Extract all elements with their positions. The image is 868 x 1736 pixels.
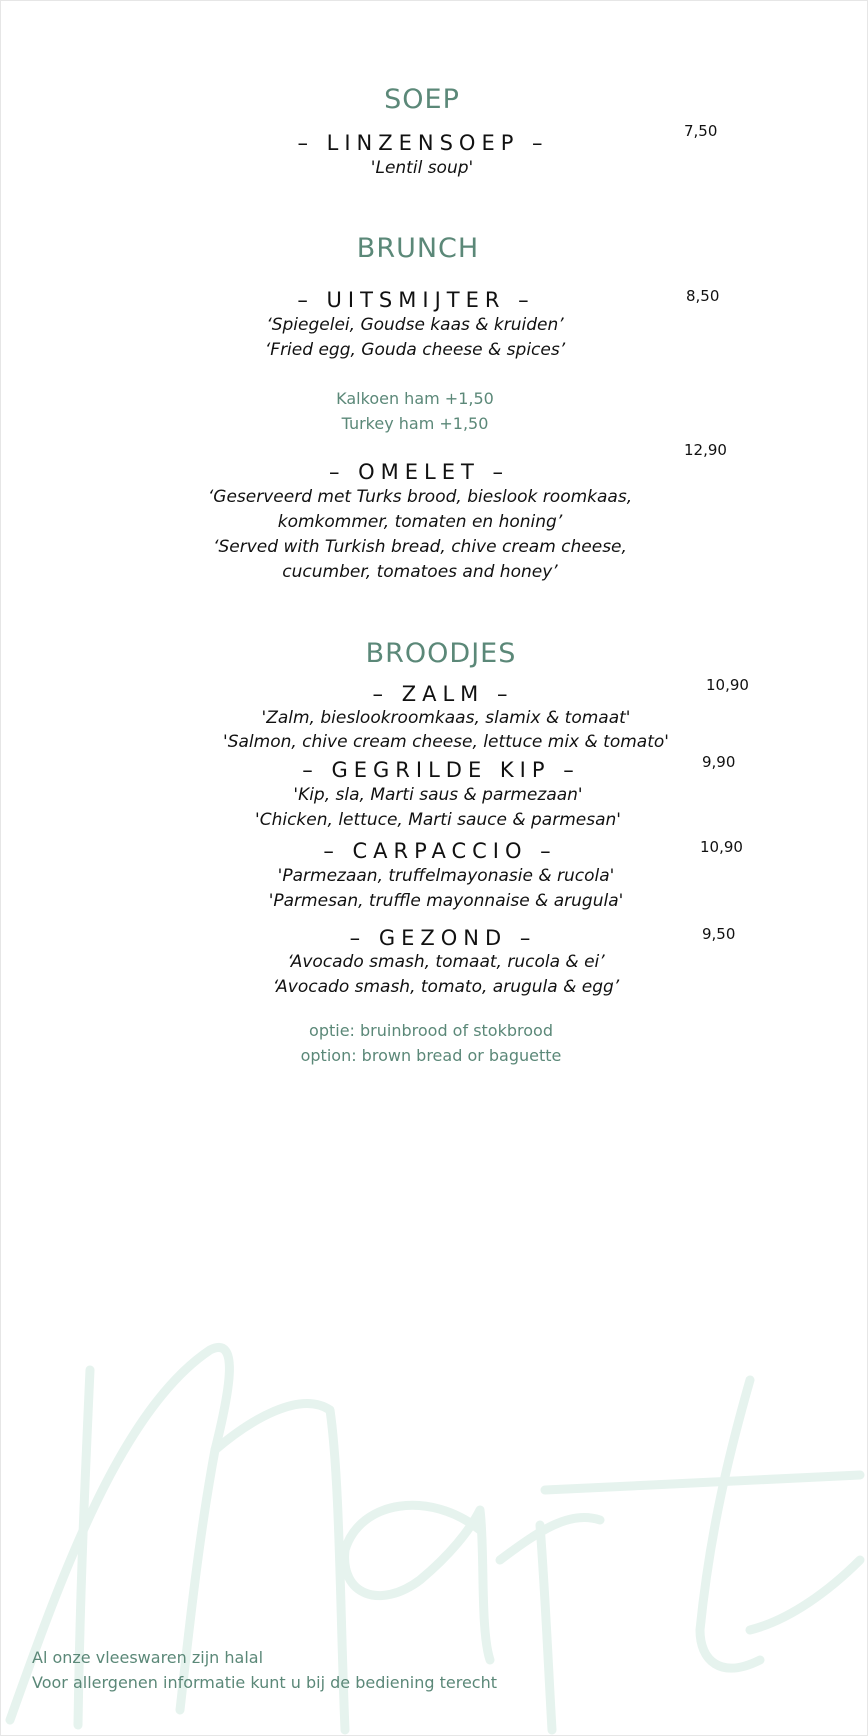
- item-price-omelet: 12,90: [684, 441, 727, 459]
- item-desc-gezond-en: ‘Avocado smash, tomato, arugula & egg’: [272, 977, 620, 997]
- item-name-gegrilde-kip: – GEGRILDE KIP –: [302, 758, 580, 782]
- item-price-carpaccio: 10,90: [700, 838, 743, 856]
- item-desc-omelet-nl-2: komkommer, tomaten en honing’: [277, 512, 563, 532]
- item-desc-omelet-en-2: cucumber, tomatoes and honey’: [282, 562, 558, 582]
- item-desc-uitsmijter-nl: ‘Spiegelei, Goudse kaas & kruiden’: [266, 315, 564, 335]
- item-price-linzensoep: 7,50: [684, 122, 718, 140]
- item-name-carpaccio: – CARPACCIO –: [323, 839, 557, 863]
- note-turkey-ham: Turkey ham +1,50: [341, 414, 489, 433]
- item-desc-zalm-nl: 'Zalm, bieslookroomkaas, slamix & tomaat': [261, 708, 631, 728]
- item-price-zalm: 10,90: [706, 676, 749, 694]
- item-desc-gegrilde-kip-nl: 'Kip, sla, Marti saus & parmezaan': [293, 785, 583, 805]
- note-kalkoen-ham: Kalkoen ham +1,50: [336, 389, 494, 408]
- item-price-uitsmijter: 8,50: [686, 287, 720, 305]
- section-title-brunch: BRUNCH: [356, 233, 480, 264]
- section-title-soep: SOEP: [384, 84, 460, 115]
- item-desc-uitsmijter-en: ‘Fried egg, Gouda cheese & spices’: [264, 340, 566, 360]
- item-desc-carpaccio-nl: 'Parmezaan, truffelmayonasie & rucola': [277, 866, 615, 886]
- item-name-uitsmijter: – UITSMIJTER –: [297, 288, 535, 312]
- note-optie-brood: optie: bruinbrood of stokbrood: [309, 1021, 553, 1040]
- item-name-linzensoep: – LINZENSOEP –: [297, 131, 549, 155]
- note-option-bread: option: brown bread or baguette: [300, 1046, 562, 1065]
- item-desc-carpaccio-en: 'Parmesan, truffle mayonnaise & arugula': [268, 891, 624, 911]
- item-desc-omelet-nl-1: ‘Geserveerd met Turks brood, bieslook roomkaas,: [207, 487, 633, 507]
- section-title-broodjes: BROODJES: [365, 638, 517, 669]
- item-price-gezond: 9,50: [702, 925, 736, 943]
- footer-allergen-note: Voor allergenen informatie kunt u bij de bediening terecht: [32, 1673, 498, 1692]
- item-desc-gezond-nl: ‘Avocado smash, tomaat, rucola & ei’: [287, 952, 605, 972]
- item-desc-gegrilde-kip-en: 'Chicken, lettuce, Marti sauce & parmesan': [255, 810, 621, 830]
- item-desc-zalm-en: 'Salmon, chive cream cheese, lettuce mix & tomato': [223, 732, 669, 752]
- footer-halal-note: Al onze vleeswaren zijn halal: [32, 1648, 264, 1667]
- item-desc-linzensoep: 'Lentil soup': [370, 158, 474, 178]
- item-desc-omelet-en-1: ‘Served with Turkish bread, chive cream cheese,: [213, 537, 627, 557]
- item-name-zalm: – ZALM –: [372, 682, 514, 706]
- item-price-gegrilde-kip: 9,90: [702, 753, 736, 771]
- item-name-omelet: – OMELET –: [328, 460, 510, 484]
- item-name-gezond: – GEZOND –: [349, 926, 537, 950]
